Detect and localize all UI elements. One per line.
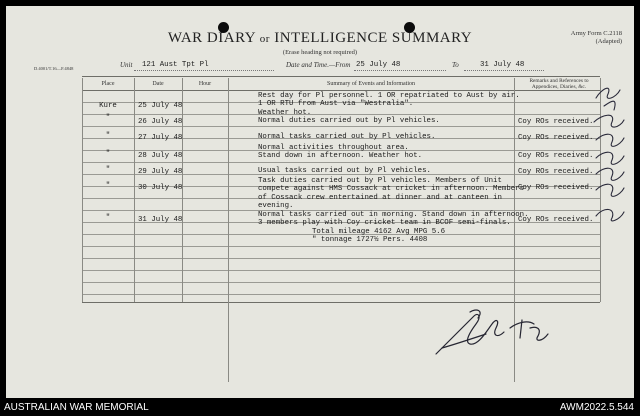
entry-summary <box>258 92 520 109</box>
entry-place: Kure <box>99 102 117 110</box>
title-or: or <box>259 33 270 45</box>
summary-line: Usual tasks carried out by Pl vehicles. <box>258 167 431 175</box>
summary-line: Task duties carried out by Pl vehicles. Members of Unit <box>258 177 502 185</box>
col-header-remarks: Remarks and References to Appendices, Diaries, &c. <box>529 78 589 90</box>
summary-line: Weather hot. <box>258 109 312 117</box>
entry-date: 27 July 48 <box>138 134 183 142</box>
entry-date: 25 July 48 <box>138 102 183 110</box>
col-header-date: Date <box>152 81 164 87</box>
table-rule <box>82 294 600 295</box>
to-value: 31 July 48 <box>480 61 525 69</box>
entry-place: " <box>105 182 111 190</box>
col-divider <box>228 78 229 302</box>
from-underline <box>354 70 446 71</box>
entry-place: " <box>105 132 111 140</box>
to-label: To <box>452 61 459 69</box>
title-intelligence-summary: INTELLIGENCE SUMMARY <box>274 30 473 46</box>
summary-line: of Cossack crew entertained at dinner and at canteen in <box>258 193 502 202</box>
summary-line: Normal duties carried out by Pl vehicles. <box>258 117 440 126</box>
entry-date: 28 July 48 <box>138 152 183 160</box>
col-header-summary: Summary of Events and Information <box>327 81 415 87</box>
footer-accession-number: AWM2022.5.544 <box>559 402 634 413</box>
unit-value: 121 Aust Tpt Pl <box>142 61 209 69</box>
entry-remark: Coy ROs received. <box>518 118 594 126</box>
entry-date: 26 July 48 <box>138 118 183 126</box>
col-divider <box>82 78 83 302</box>
form-number <box>571 30 622 46</box>
from-value: 25 July 48 <box>356 61 401 69</box>
entry-summary <box>258 177 524 211</box>
entry-date: 30 July 48 <box>138 184 183 192</box>
handwritten-initials <box>590 76 630 226</box>
entry-date: 29 July 48 <box>138 168 183 176</box>
summary-line: Normal activities throughout area. <box>258 144 409 152</box>
table-rule <box>82 162 600 163</box>
page-title <box>6 30 634 47</box>
to-underline <box>464 70 544 71</box>
entry-place: " <box>105 166 111 174</box>
col-divider-tail <box>228 302 229 382</box>
summary-line: evening. <box>258 202 294 211</box>
diary-page <box>6 6 634 398</box>
entry-summary <box>258 211 529 228</box>
officer-signature <box>426 298 576 360</box>
table-rule <box>82 270 600 271</box>
entry-place: " <box>105 150 111 158</box>
table-rule-head <box>82 90 600 91</box>
print-code: D.4001/T.16—F.4848 <box>34 66 74 71</box>
summary-line: 1 OR RTU from Aust via "Westralia". <box>258 100 414 109</box>
form-number-text: Army Form C.2118 <box>570 30 622 37</box>
summary-line: 3 members play with Coy cricket team in BCOF semi-finals. <box>258 219 511 228</box>
footer-institution: AUSTRALIAN WAR MEMORIAL <box>4 402 149 413</box>
entry-summary <box>258 133 435 141</box>
entry-remark: Coy ROs received. <box>518 152 594 160</box>
entry-remark: Coy ROs received. <box>518 168 594 176</box>
entry-summary <box>258 144 422 161</box>
form-adapted-text: (Adapted) <box>595 38 622 45</box>
unit-underline <box>134 70 274 71</box>
entry-place: " <box>105 214 111 222</box>
entry-remark: Coy ROs received. <box>518 184 594 192</box>
col-header-place: Place <box>101 81 115 87</box>
totals-mileage: Total mileage 4162 Avg MPG 5.6 <box>312 228 446 236</box>
page-subtitle: (Erase heading not required) <box>282 49 358 56</box>
totals-tonnage: " tonnage 1727½ Pers. 4408 <box>312 236 428 245</box>
entry-remark: Coy ROs received. <box>518 216 594 224</box>
entry-summary <box>258 167 431 175</box>
title-war-diary: WAR DIARY <box>167 30 256 46</box>
col-header-hour: Hour <box>198 81 212 87</box>
col-divider <box>134 78 135 302</box>
entry-remark: Coy ROs received. <box>518 134 594 142</box>
table-rule <box>82 246 600 247</box>
table-rule <box>82 258 600 259</box>
table-rule-top <box>82 76 600 77</box>
entry-place: " <box>105 114 111 122</box>
summary-line: Stand down in afternoon. Weather hot. <box>258 152 423 161</box>
summary-line: Normal tasks carried out in morning. Stand down in afternoon. <box>258 211 529 219</box>
unit-label: Unit <box>120 61 133 69</box>
entry-date: 31 July 48 <box>138 216 183 224</box>
summary-line: Rest day for Pl personnel. 1 OR repatriated to Aust by air. <box>258 92 520 100</box>
date-time-label: Date and Time.—From <box>286 61 351 69</box>
entry-summary <box>258 109 440 126</box>
table-rule <box>82 282 600 283</box>
totals-block <box>312 228 445 245</box>
summary-line: compete against HMS Cossack at cricket in afternoon. Members <box>258 185 525 194</box>
summary-line: Normal tasks carried out by Pl vehicles. <box>258 133 436 141</box>
